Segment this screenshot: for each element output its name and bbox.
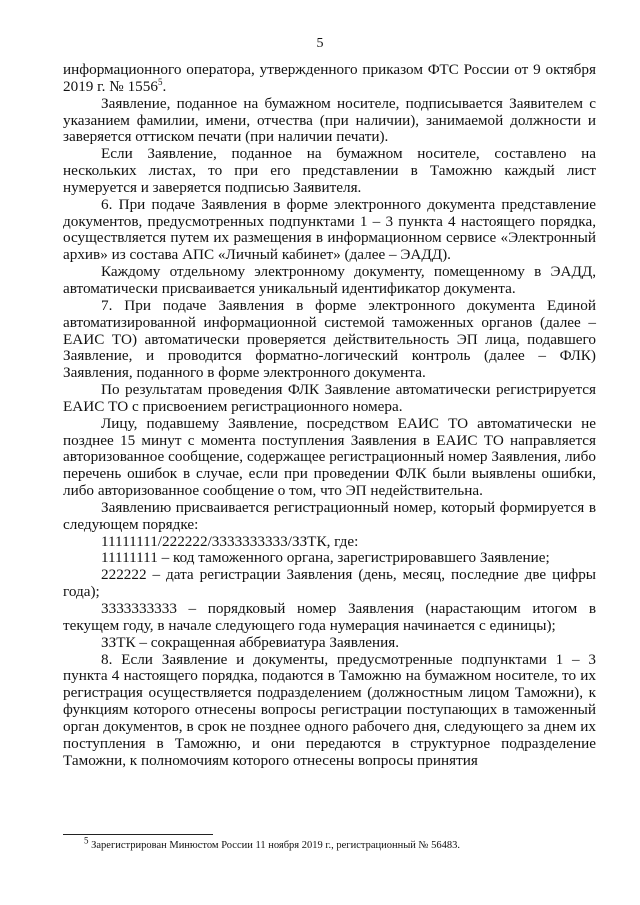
paragraph-text: 7. При подаче Заявления в форме электронного документа Единой автоматизированной информационной системой таможенных органов (далее – ЕАИС ТО) автоматически проверяется действительность ЭП лица, подавшего Заявление, и проводится форматно-логический контроль (далее – ФЛК) Заявления, поданного в форме электронного документа. xyxy=(63,296,596,382)
paragraph xyxy=(63,416,596,500)
paragraph-text: 11111111 – код таможенного органа, зарегистрировавшего Заявление; xyxy=(101,549,550,567)
paragraph xyxy=(63,567,596,601)
paragraph xyxy=(63,500,596,534)
paragraph-text: 6. При подаче Заявления в форме электронного документа представление документов, предусмотренных подпунктами 1 – 3 пункта 4 настоящего порядка, осуществляется путем их размещения в информационном сервисе «Электронный архив» из состава АПС «Личный кабинет» (далее – ЭАДД). xyxy=(63,195,596,264)
paragraph xyxy=(63,96,596,147)
paragraph xyxy=(63,601,596,635)
footnote-text: Зарегистрирован Минюстом России 11 ноября 2019 г., регистрационный № 56483. xyxy=(88,840,461,851)
paragraph-text: 11111111/222222/3333333333/ЗЗТК, где: xyxy=(101,532,359,550)
paragraph-tail: . xyxy=(162,77,167,95)
paragraph-text: информационного оператора, утвержденного приказом ФТС России от 9 октября 2019 г. № 1556 xyxy=(63,61,596,95)
paragraph-text: 3333333333 – порядковый номер Заявления (нарастающим итогом в текущем году, в начале следующего года нумерация начинается с единицы); xyxy=(63,600,596,634)
paragraph xyxy=(63,550,596,567)
paragraph xyxy=(63,298,596,382)
paragraph-text: По результатам проведения ФЛК Заявление автоматически регистрируется ЕАИС ТО с присвоением регистрационного номера. xyxy=(63,381,596,415)
paragraph-text: Если Заявление, поданное на бумажном носителе, составлено на нескольких листах, то при его представлении в Таможню каждый лист нумеруется и заверяется подписью Заявителя. xyxy=(63,145,596,196)
paragraph-text: 222222 – дата регистрации Заявления (день, месяц, последние две цифры года); xyxy=(63,566,596,601)
footnote-reference: 5 xyxy=(157,76,163,87)
paragraph-text: Лицу, подавшему Заявление, посредством ЕАИС ТО автоматически не позднее 15 минут с момента поступления Заявления в ЕАИС ТО направляется авторизованное сообщение, содержащее регистрационный номер Заявления, либо перечень ошибок в случае, если при проведении ФЛК были выявлены ошибки, либо авторизованное сообщение о том, что ЭП недействительна. xyxy=(63,414,596,500)
paragraph xyxy=(63,635,596,652)
paragraph xyxy=(63,264,596,298)
footnote xyxy=(63,835,596,851)
paragraph-text: Заявлению присваивается регистрационный номер, который формируется в следующем порядке: xyxy=(63,498,596,533)
paragraph-text: 8. Если Заявление и документы, предусмотренные подпунктами 1 – 3 пункта 4 настоящего порядка, подаются в Таможню на бумажном носителе, то их регистрация осуществляется подразделением (должностным лицом Таможни), к функциям которого отнесены вопросы регистрации поступающих в таможенный орган документов, в срок не позднее одного рабочего дня, следующего за днем их поступления в Таможню, и они передаются в структурное подразделение Таможни, к полномочиям которого отнесены вопросы принятия xyxy=(63,650,596,769)
paragraph-text: ЗЗТК – сокращенная аббревиатура Заявления. xyxy=(101,633,400,651)
paragraph xyxy=(63,146,596,197)
paragraph xyxy=(63,62,596,96)
paragraph xyxy=(63,382,596,416)
footnote-mark: 5 xyxy=(84,835,89,846)
paragraph xyxy=(63,652,596,770)
page-number: 5 xyxy=(316,36,324,51)
document-body xyxy=(63,62,596,769)
paragraph-text: Каждому отдельному электронному документу, помещенному в ЭАДД, автоматически присваивается уникальный идентификатор документа. xyxy=(63,263,596,297)
paragraph xyxy=(63,534,596,551)
paragraph xyxy=(63,197,596,264)
paragraph-text: Заявление, поданное на бумажном носителе, подписывается Заявителем с указанием фамилии, имени, отчества (при наличии), занимаемой должности и заверяется оттиском печати (при наличии печати). xyxy=(63,94,596,146)
